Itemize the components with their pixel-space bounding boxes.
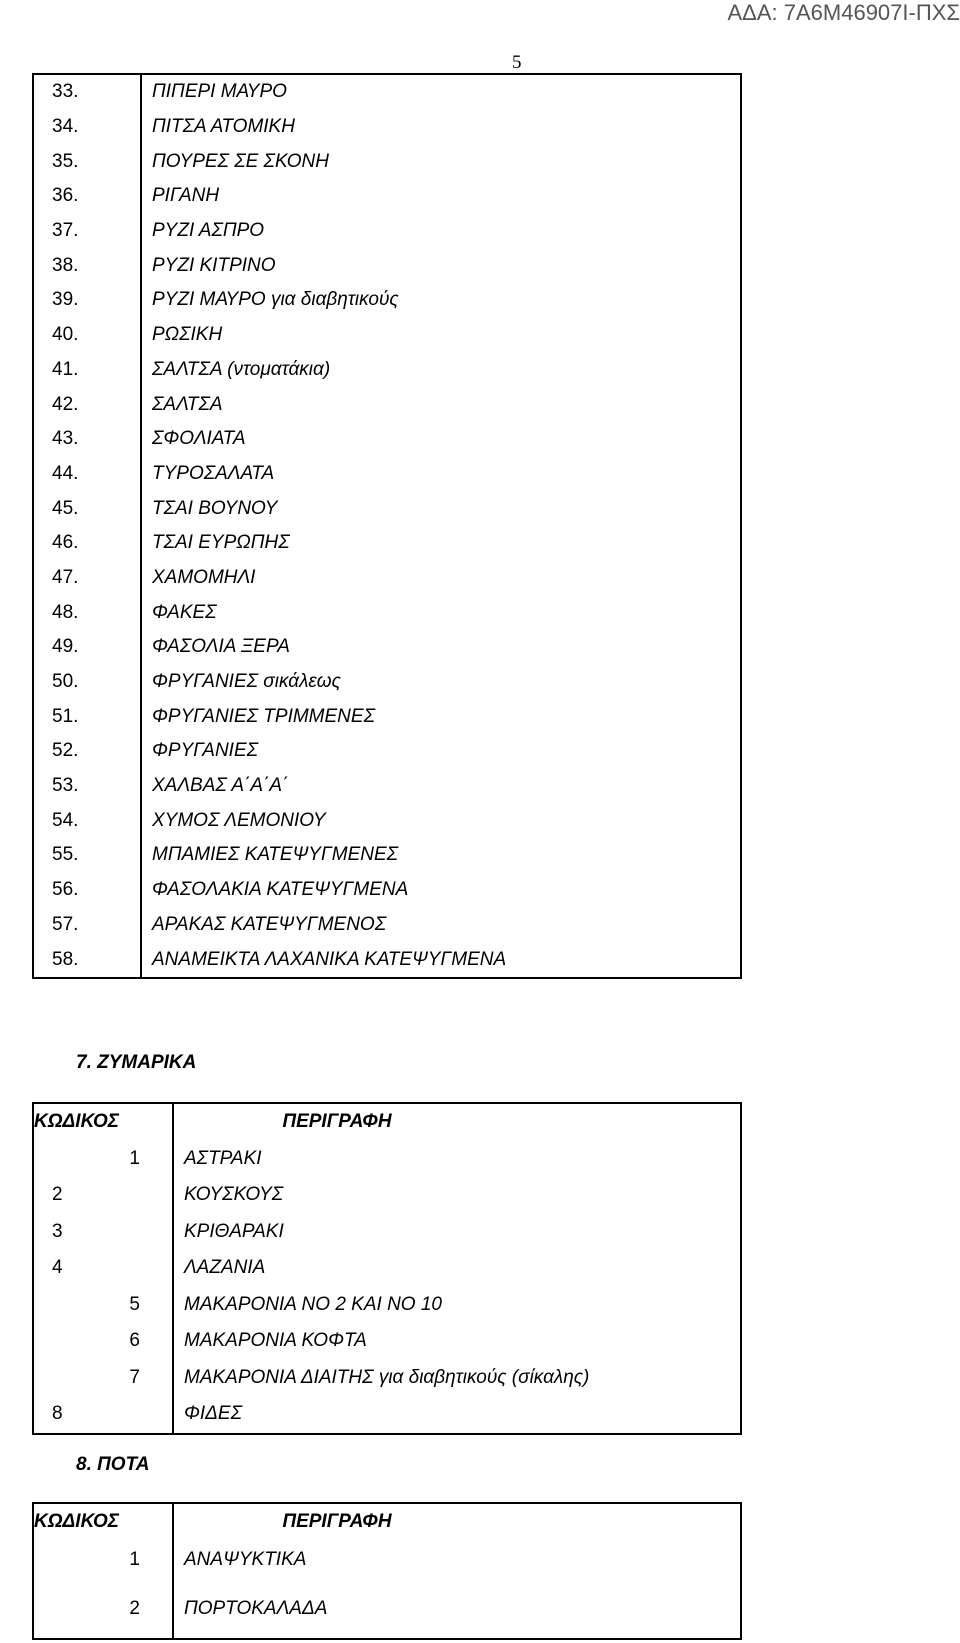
list-item [33, 838, 741, 873]
item-number: 50. [33, 665, 141, 700]
item-description: ΦΑΚΕΣ [141, 595, 741, 630]
item-description: ΠΟΥΡΕΣ ΣΕ ΣΚΟΝΗ [141, 144, 741, 179]
list-item [33, 630, 741, 665]
list-item [33, 214, 741, 249]
item-description: ΦΡΥΓΑΝΙΕΣ ΤΡΙΜΜΕΝΕΣ [141, 699, 741, 734]
list-item [33, 526, 741, 561]
item-number: 49. [33, 630, 141, 665]
item-description: ΡΥΖΙ ΜΑΥΡΟ για διαβητικούς [141, 283, 741, 318]
item-description: ΧΑΛΒΑΣ Α΄Α΄Α΄ [141, 769, 741, 804]
table-row [33, 1177, 741, 1214]
list-item [33, 457, 741, 492]
item-description: ΣΦΟΛΙΑΤΑ [141, 422, 741, 457]
item-number: 33. [33, 74, 141, 110]
item-number: 52. [33, 734, 141, 769]
item-number: 53. [33, 769, 141, 804]
item-description: ΦΑΣΟΛΙΑ ΞΕΡΑ [141, 630, 741, 665]
item-code: 1 [33, 1141, 173, 1178]
item-number: 54. [33, 803, 141, 838]
description-column-header: ΠΕΡΙΓΡΑΦΗ [173, 1103, 741, 1141]
item-code: 4 [33, 1250, 173, 1287]
item-number: 37. [33, 214, 141, 249]
item-description: ΣΑΛΤΣΑ [141, 387, 741, 422]
list-item [33, 144, 741, 179]
item-code: 2 [33, 1580, 173, 1639]
description-column-header: ΠΕΡΙΓΡΑΦΗ [173, 1503, 741, 1540]
item-description: ΚΡΙΘΑΡΑΚΙ [173, 1214, 741, 1251]
item-number: 40. [33, 318, 141, 353]
item-number: 55. [33, 838, 141, 873]
drinks-table [32, 1502, 742, 1640]
item-number: 41. [33, 353, 141, 388]
table-row [33, 1287, 741, 1324]
item-description: ΤΥΡΟΣΑΛΑΤΑ [141, 457, 741, 492]
item-description: ΛΑΖΑΝΙΑ [173, 1250, 741, 1287]
page-number: 5 [512, 52, 522, 73]
item-description: ΦΡΥΓΑΝΙΕΣ [141, 734, 741, 769]
table-header-row [33, 1103, 741, 1141]
item-description: ΡΙΓΑΝΗ [141, 179, 741, 214]
item-number: 36. [33, 179, 141, 214]
item-code: 5 [33, 1287, 173, 1324]
item-number: 34. [33, 110, 141, 145]
item-description: ΧΑΜΟΜΗΛΙ [141, 561, 741, 596]
list-item [33, 665, 741, 700]
table-row [33, 1580, 741, 1639]
item-description: ΜΑΚΑΡΟΝΙΑ ΚΟΦΤΑ [173, 1323, 741, 1360]
item-description: ΜΠΑΜΙΕΣ ΚΑΤΕΨΥΓΜΕΝΕΣ [141, 838, 741, 873]
item-code: 3 [33, 1214, 173, 1251]
list-item [33, 595, 741, 630]
table-row [33, 1323, 741, 1360]
item-description: ΦΙΔΕΣ [173, 1396, 741, 1434]
table-row [33, 1540, 741, 1580]
list-item [33, 179, 741, 214]
items-list-table [32, 73, 742, 979]
list-item [33, 283, 741, 318]
item-description: ΜΑΚΑΡΟΝΙΑ ΝΟ 2 ΚΑΙ ΝΟ 10 [173, 1287, 741, 1324]
list-item [33, 873, 741, 908]
item-description: ΤΣΑΙ ΕΥΡΩΠΗΣ [141, 526, 741, 561]
section-8-heading: 8. ΠΟΤΑ [76, 1454, 150, 1475]
table-row [33, 1214, 741, 1251]
item-description: ΡΥΖΙ ΑΣΠΡΟ [141, 214, 741, 249]
item-number: 51. [33, 699, 141, 734]
item-number: 58. [33, 942, 141, 978]
list-item [33, 248, 741, 283]
item-number: 46. [33, 526, 141, 561]
list-item [33, 561, 741, 596]
item-description: ΚΟΥΣΚΟΥΣ [173, 1177, 741, 1214]
code-column-header: ΚΩΔΙΚΟΣ [33, 1103, 173, 1141]
item-number: 57. [33, 908, 141, 943]
list-item [33, 491, 741, 526]
item-code: 7 [33, 1360, 173, 1397]
item-description: ΑΣΤΡΑΚΙ [173, 1141, 741, 1178]
item-number: 47. [33, 561, 141, 596]
item-description: ΤΣΑΙ ΒΟΥΝΟΥ [141, 491, 741, 526]
table-row [33, 1141, 741, 1178]
item-number: 39. [33, 283, 141, 318]
item-number: 35. [33, 144, 141, 179]
item-description: ΦΑΣΟΛΑΚΙΑ ΚΑΤΕΨΥΓΜΕΝΑ [141, 873, 741, 908]
list-item [33, 74, 741, 110]
list-item [33, 387, 741, 422]
item-number: 56. [33, 873, 141, 908]
item-code: 2 [33, 1177, 173, 1214]
item-description: ΣΑΛΤΣΑ (ντοματάκια) [141, 353, 741, 388]
list-item [33, 769, 741, 804]
list-item [33, 422, 741, 457]
table-row [33, 1250, 741, 1287]
list-item [33, 908, 741, 943]
item-number: 45. [33, 491, 141, 526]
code-column-header: ΚΩΔΙΚΟΣ [33, 1503, 173, 1540]
list-item [33, 942, 741, 978]
item-code: 6 [33, 1323, 173, 1360]
item-description: ΠΟΡΤΟΚΑΛΑΔΑ [173, 1580, 741, 1639]
section-7-heading: 7. ΖΥΜΑΡΙΚΑ [76, 1052, 197, 1073]
item-number: 48. [33, 595, 141, 630]
item-code: 8 [33, 1396, 173, 1434]
item-description: ΡΥΖΙ ΚΙΤΡΙΝΟ [141, 248, 741, 283]
ada-code: ΑΔΑ: 7Α6Μ46907Ι-ΠΧΣ [727, 0, 960, 25]
list-item [33, 734, 741, 769]
table-row [33, 1360, 741, 1397]
item-number: 43. [33, 422, 141, 457]
item-description: ΧΥΜΟΣ ΛΕΜΟΝΙΟΥ [141, 803, 741, 838]
table-row [33, 1396, 741, 1434]
pasta-table [32, 1102, 742, 1435]
item-description: ΜΑΚΑΡΟΝΙΑ ΔΙΑΙΤΗΣ για διαβητικούς (σίκαλης) [173, 1360, 741, 1397]
item-code: 1 [33, 1540, 173, 1580]
item-description: ΠΙΠΕΡΙ ΜΑΥΡΟ [141, 74, 741, 110]
item-number: 42. [33, 387, 141, 422]
list-item [33, 318, 741, 353]
list-item [33, 353, 741, 388]
item-description: ΑΡΑΚΑΣ ΚΑΤΕΨΥΓΜΕΝΟΣ [141, 908, 741, 943]
list-item [33, 803, 741, 838]
list-item [33, 110, 741, 145]
item-description: ΑΝΑΨΥΚΤΙΚΑ [173, 1540, 741, 1580]
table-header-row [33, 1503, 741, 1540]
item-description: ΦΡΥΓΑΝΙΕΣ σικάλεως [141, 665, 741, 700]
item-description: ΡΩΣΙΚΗ [141, 318, 741, 353]
item-description: ΠΙΤΣΑ ΑΤΟΜΙΚΗ [141, 110, 741, 145]
item-number: 44. [33, 457, 141, 492]
item-description: ΑΝΑΜΕΙΚΤΑ ΛΑΧΑΝΙΚΑ ΚΑΤΕΨΥΓΜΕΝΑ [141, 942, 741, 978]
item-number: 38. [33, 248, 141, 283]
list-item [33, 699, 741, 734]
